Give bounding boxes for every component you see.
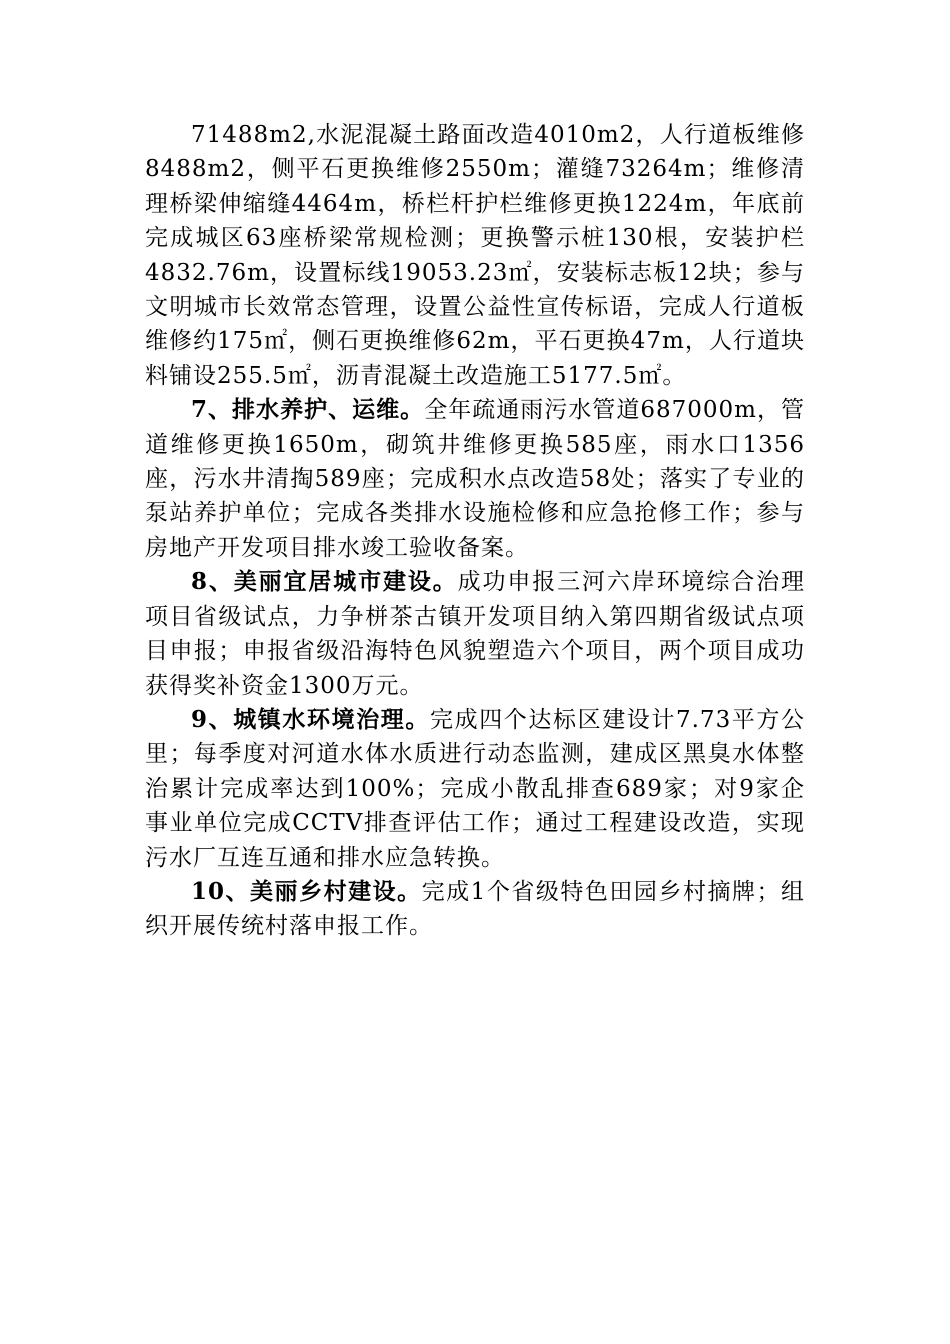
paragraph-text: 全年疏通雨污水管道687000m，管道维修更换1650m，砌筑井维修更换585座，雨水口1356座，污水井清掏589座；完成积水点改造58处；落实了专业的泵站养护单位；完成各类排水设施检修和应急抢修工作；参与房地产开发项目排水竣工验收备案。 <box>145 397 805 561</box>
paragraph-text: 71488m2,水泥混凝土路面改造4010m2，人行道板维修8488m2，侧平石更换维修2550m；灌缝73264m；维修清理桥梁伸缩缝4464m，桥栏杆护栏维修更换1224m，年底前完成城区63座桥梁常规检测；更换警示桩130根，安装护栏4832.76m，设置标线19053.23㎡，安装标志板12块；参与文明城市长效常态管理，设置公益性宣传标语，完成人行道板维修约175㎡，侧石更换维修62m，平石更换47m，人行道块料铺设255.5㎡，沥青混凝土改造施工5177.5㎡。 <box>145 122 805 389</box>
paragraph-livable-city <box>145 565 805 703</box>
paragraph-drainage <box>145 393 805 565</box>
paragraph-rural-construction <box>145 875 805 944</box>
document-body <box>145 118 805 944</box>
paragraph-text: 完成四个达标区建设计7.73平方公里；每季度对河道水体水质进行动态监测，建成区黑臭水体整治累计完成率达到100%；完成小散乱排查689家；对9家企事业单位完成CCTV排查评估工作；通过工程建设改造，实现污水厂互连互通和排水应急转换。 <box>145 706 805 871</box>
section-heading-rural-construction: 10、美丽乡村建设。 <box>191 877 422 905</box>
paragraph-text: 完成1个省级特色田园乡村摘牌；组织开展传统村落申报工作。 <box>145 878 805 940</box>
paragraph-road-maintenance <box>145 118 805 393</box>
section-heading-drainage: 7、排水养护、运维。 <box>191 396 425 424</box>
section-heading-livable-city: 8、美丽宜居城市建设。 <box>191 568 458 596</box>
paragraph-water-environment <box>145 703 805 875</box>
section-heading-water-environment: 9、城镇水环境治理。 <box>191 705 430 733</box>
paragraph-text: 成功申报三河六岸环境综合治理项目省级试点，力争栟茶古镇开发项目纳入第四期省级试点项目申报；申报省级沿海特色风貌塑造六个项目，两个项目成功获得奖补资金1300万元。 <box>145 569 805 699</box>
